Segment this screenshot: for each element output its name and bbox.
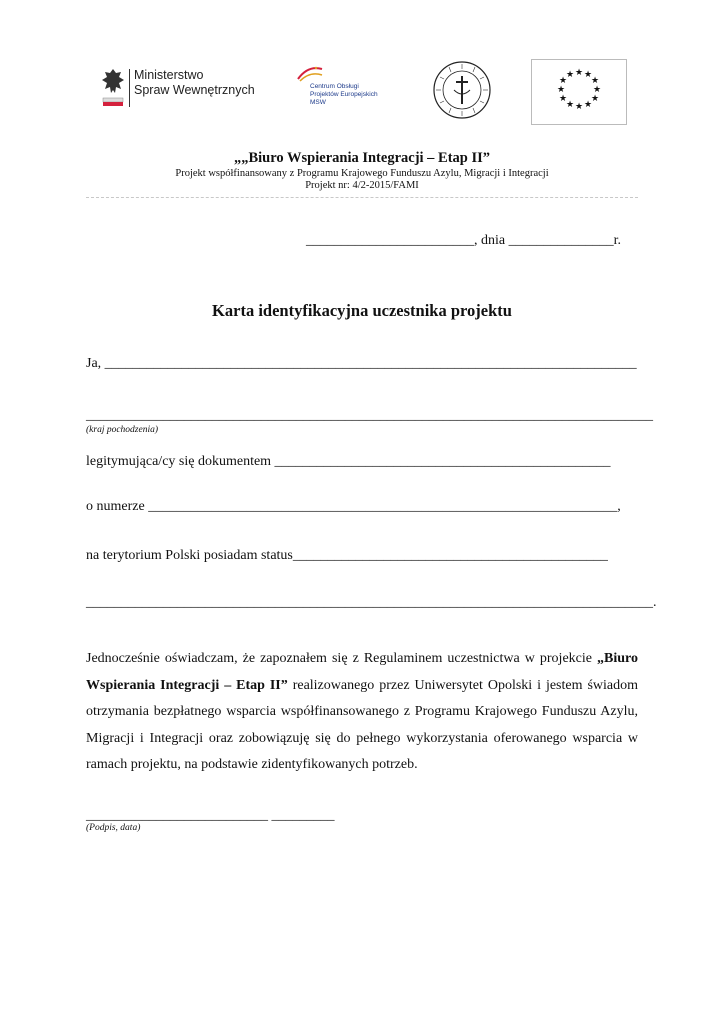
svg-text:★: ★ [583,100,593,110]
svg-text:★: ★ [574,102,584,112]
country-field: _________________________________________________________________________________ [86,408,653,423]
status-continuation-field: _________________________________________________________________________________. [86,595,657,610]
svg-text:★: ★ [592,85,602,95]
cof-logo [292,63,402,111]
university-seal-logo [432,60,492,120]
header-divider [86,197,638,198]
signature-line: __________________________ _________ [86,808,335,823]
form-title: Karta identyfikacyjna uczestnika projektu [212,301,512,320]
declaration-text-before: Jednocześnie oświadczam, że zapoznałem się z Regulaminem uczestnictwa w projekcie [86,651,598,666]
svg-text:★: ★ [558,94,568,104]
university-seal-icon [432,60,492,120]
cof-line3: MSW [310,99,326,106]
svg-text:★: ★ [565,100,575,110]
cof-line2: Projektów Europejskich [310,91,378,98]
declaration-project-name: „Biuro Wspierania Integracji – Etap II” [86,651,638,693]
name-field: Ja, ____________________________________________________________________________ [86,356,637,371]
project-number: Projekt nr: 4/2-2015/FAMI [305,180,419,191]
svg-text:★: ★ [590,94,600,104]
status-field: na terytorium Polski posiadam status_____________________________________________ [86,548,608,563]
svg-text:★: ★ [574,68,584,78]
cof-swoosh-icon [292,63,402,83]
date-line: ________________________, dnia _______________r. [306,233,621,248]
mswia-logo [100,66,260,110]
country-caption: (kraj pochodzenia) [86,425,159,435]
document-number-field: o numerze ___________________________________________________________________, [86,499,621,514]
svg-text:★: ★ [565,70,575,80]
document-field: legitymująca/cy się dokumentem ________________________________________________ [86,454,611,469]
eu-stars-icon [532,60,626,124]
svg-text:★: ★ [583,70,593,80]
eu-flag-logo [531,59,627,125]
declaration-text-after: realizowanego przez Uniwersytet Opolski i jestem świadom otrzymania bezpłatnego wsparcia współfinansowanego z Programu Krajowego Funduszu Azylu, Migracji i Integracji oraz zobowiązuję się do pełnego wykorzystania oferowanego wsparcia w ramach projektu, na podstawie zidentyfikowanych potrzeb. [86,677,638,772]
svg-text:★: ★ [590,76,600,86]
project-subtitle: Projekt współfinansowany z Programu Krajowego Funduszu Azylu, Migracji i Integracji [175,168,549,179]
declaration-paragraph [86,646,638,779]
svg-text:★: ★ [558,76,568,86]
project-title: „„Biuro Wspierania Integracji – Etap II” [233,150,491,166]
cof-line1: Centrum Obsługi [310,83,359,90]
signature-caption: (Podpis, data) [86,823,141,833]
polish-eagle-icon [100,66,126,108]
mswia-line2: Spraw Wewnętrznych [134,83,255,97]
svg-text:★: ★ [556,85,566,95]
mswia-line1: Ministerstwo [134,68,204,82]
